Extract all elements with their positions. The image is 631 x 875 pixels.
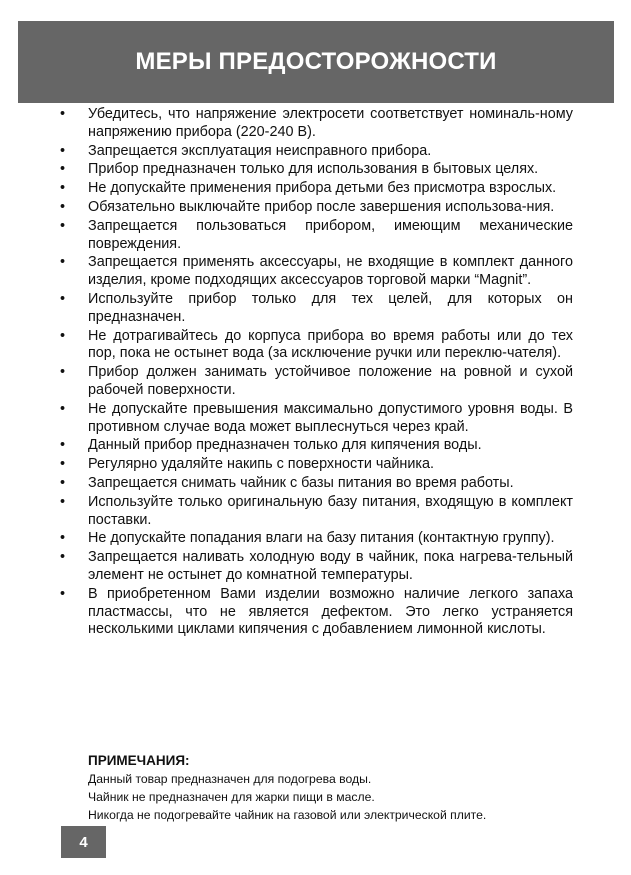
list-item-text: В приобретенном Вами изделии возможно наличие легкого запаха пластмассы, что не является дефектом. Это легко устраняется несколькими циклами кипячения с добавлением лимонной кислоты. — [88, 585, 573, 638]
list-item-text: Используйте прибор только для тех целей, для которых он предназначен. — [88, 290, 573, 325]
list-item — [60, 401, 573, 437]
bullet-icon: • — [60, 364, 66, 381]
list-item-text: Обязательно выключайте прибор после завершения использова-ния. — [88, 198, 555, 215]
page-number-badge — [61, 826, 106, 858]
list-item-text: Запрещается эксплуатация неисправного прибора. — [88, 142, 432, 159]
note-line: Данный товар предназначен для подогрева воды. — [88, 772, 372, 786]
list-item-text: Запрещается применять аксессуары, не входящие в комплект данного изделия, кроме подходящих аксессуаров торговой марки “Magnit”. — [88, 254, 573, 289]
list-item-text: Запрещается снимать чайник с базы питания во время работы. — [88, 474, 514, 491]
bullet-icon: • — [60, 180, 66, 197]
list-item-text: Прибор предназначен только для использования в бытовых целях. — [88, 161, 539, 178]
bullet-icon: • — [60, 161, 66, 178]
bullet-icon: • — [60, 400, 66, 417]
list-item-text: Прибор должен занимать устойчивое положение на ровной и сухой рабочей поверхности. — [88, 364, 573, 398]
list-item — [60, 161, 573, 179]
list-item — [60, 456, 573, 474]
bullet-icon: • — [60, 456, 66, 473]
list-item-text: Не допускайте превышения максимально допустимого уровня воды. В противном случае вода может выплеснуться через край. — [88, 400, 573, 435]
list-item — [60, 530, 573, 548]
list-item-text: Запрещается пользоваться прибором, имеющим механические повреждения. — [88, 217, 573, 252]
list-item-text: Регулярно удаляйте накипь с поверхности чайника. — [88, 456, 435, 473]
page-number: 4 — [79, 833, 88, 851]
list-item-text: Не допускайте применения прибора детьми без присмотра взрослых. — [88, 180, 557, 197]
bullet-icon: • — [60, 217, 66, 234]
bullet-icon: • — [60, 290, 66, 307]
list-item-text: Используйте только оригинальную базу питания, входящую в комплект поставки. — [88, 493, 573, 528]
list-item — [60, 143, 573, 161]
list-item-text: Убедитесь, что напряжение электросети соответствует номиналь-ному напряжению прибора (220-240 В). — [88, 106, 573, 140]
list-item — [60, 475, 573, 493]
bullet-icon: • — [60, 493, 66, 510]
page-title: МЕРЫ ПРЕДОСТОРОЖНОСТИ — [135, 48, 497, 75]
bullet-icon: • — [60, 254, 66, 271]
section-header — [18, 21, 614, 103]
notes-title: ПРИМЕЧАНИЯ: — [88, 753, 190, 768]
precautions-list — [60, 106, 573, 640]
bullet-icon: • — [60, 106, 66, 122]
list-item — [60, 199, 573, 217]
bullet-icon: • — [60, 198, 66, 215]
list-item — [60, 106, 573, 142]
notes-section — [88, 751, 588, 825]
list-item — [60, 328, 573, 364]
list-item-text: Не допускайте попадания влаги на базу питания (контактную группу). — [88, 530, 555, 547]
bullet-icon: • — [60, 549, 66, 566]
note-line: Никогда не подогревайте чайник на газовой или электрической плите. — [88, 808, 487, 823]
note-line: Чайник не предназначен для жарки пищи в масле. — [88, 790, 375, 805]
bullet-icon: • — [60, 437, 66, 454]
list-item — [60, 218, 573, 254]
list-item-text: Запрещается наливать холодную воду в чайник, пока нагрева-тельный элемент не остынет до комнатной температуры. — [88, 549, 573, 583]
bullet-icon: • — [60, 474, 66, 491]
list-item-text: Данный прибор предназначен только для кипячения воды. — [88, 437, 482, 454]
list-item — [60, 254, 573, 290]
list-item — [60, 549, 573, 585]
bullet-icon: • — [60, 530, 66, 547]
list-item — [60, 494, 573, 530]
list-item-text: Не дотрагивайтесь до корпуса прибора во время работы или до тех пор, пока не остынет вода (за исключение ручки или переклю-чателя). — [88, 327, 573, 362]
bullet-icon: • — [60, 327, 66, 344]
list-item — [60, 364, 573, 400]
bullet-icon: • — [60, 142, 66, 159]
list-item — [60, 180, 573, 198]
list-item — [60, 291, 573, 327]
list-item — [60, 586, 573, 639]
bullet-icon: • — [60, 585, 66, 602]
list-item — [60, 437, 573, 455]
